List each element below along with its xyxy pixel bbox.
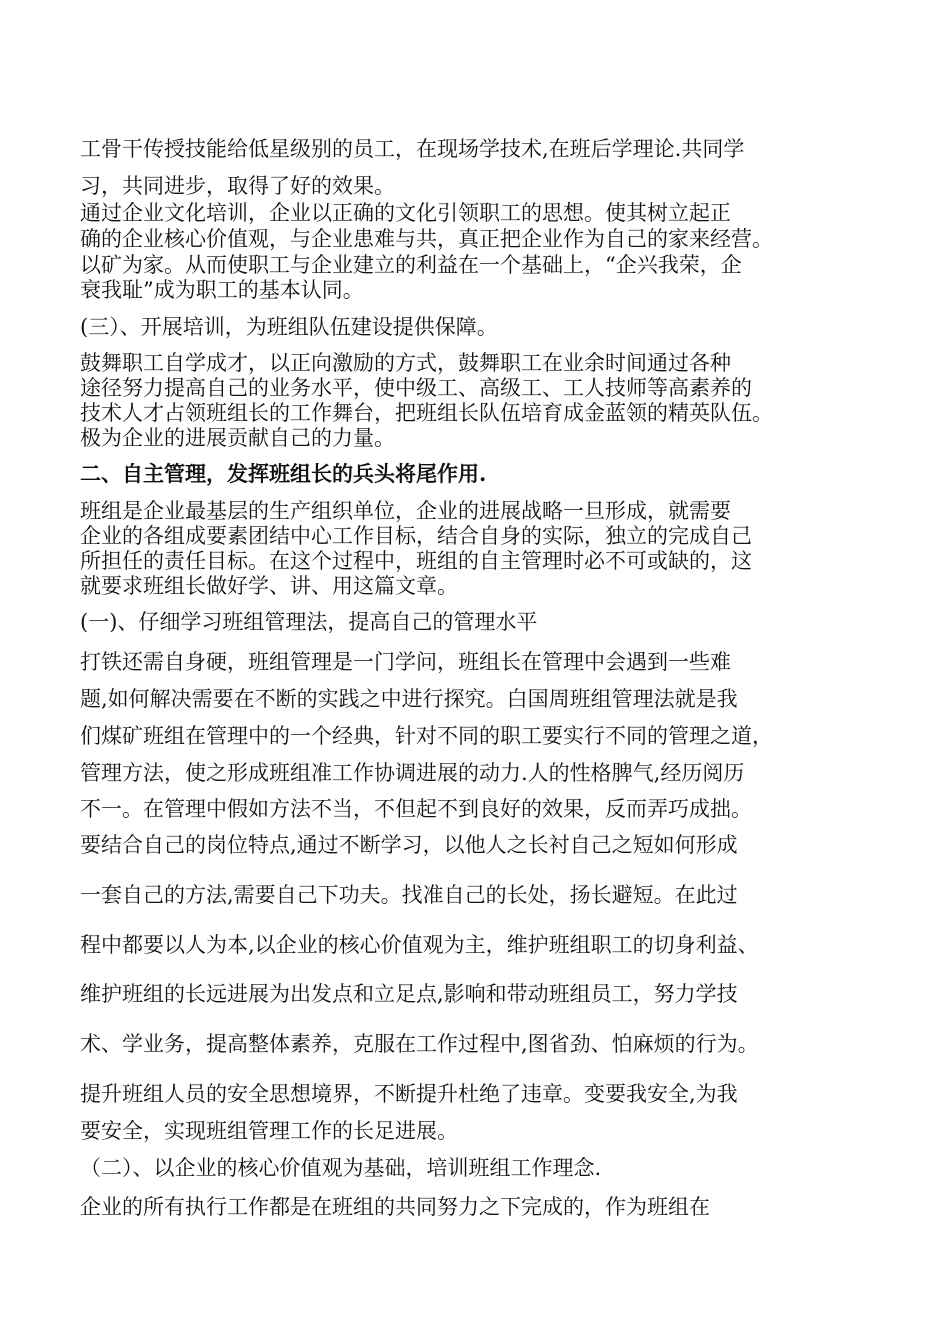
paragraph-line: 通过企业文化培训，企业以正确的文化引领职工的思想。使其树立起正 — [80, 201, 731, 225]
paragraph-line: 程中都要以人为本,以企业的核心价值观为主，维护班组职工的切身利益、 — [80, 933, 759, 957]
section-heading: （二）、以企业的核心价值观为基础，培训班组工作理念. — [80, 1156, 602, 1180]
paragraph-line: 鼓舞职工自学成才，以正向激励的方式，鼓舞职工在业余时间通过各种 — [80, 351, 731, 375]
paragraph-line: 要安全，实现班组管理工作的长足进展。 — [80, 1119, 458, 1143]
paragraph-line: 确的企业核心价值观，与企业患难与共，真正把企业作为自己的家来经营。 — [80, 227, 773, 251]
paragraph-line: 以矿为家。从而使职工与企业建立的利益在一个基础上，“企兴我荣，企 — [80, 253, 742, 277]
paragraph-line: 术、学业务，提高整体素养，克服在工作过程中,图省劲、怕麻烦的行为。 — [80, 1032, 759, 1056]
paragraph-line: 要结合自己的岗位特点,通过不断学习，以他人之长衬自己之短如何形成 — [80, 833, 738, 857]
paragraph-line: 企业的所有执行工作都是在班组的共同努力之下完成的，作为班组在 — [80, 1195, 710, 1219]
paragraph-line: 极为企业的进展贡献自己的力量。 — [80, 426, 395, 450]
paragraph-line: 企业的各组成要素团结中心工作目标，结合自身的实际，独立的完成自己 — [80, 524, 752, 548]
section-heading: (三）、开展培训，为班组队伍建设提供保障。 — [80, 315, 498, 339]
paragraph-line: 管理方法，使之形成班组准工作协调进展的动力.人的性格脾气,经历阅历 — [80, 761, 745, 785]
paragraph-line: 不一。在管理中假如方法不当，不但起不到良好的效果，反而弄巧成拙。 — [80, 797, 752, 821]
paragraph-line: 维护班组的长远进展为出发点和立足点,影响和带动班组员工，努力学技 — [80, 982, 738, 1006]
paragraph-line: 途径努力提高自己的业务水平，使中级工、高级工、工人技师等高素养的 — [80, 376, 752, 400]
paragraph-line: 所担任的责任目标。在这个过程中，班组的自主管理时必不可或缺的，这 — [80, 549, 752, 573]
paragraph-line: 技术人才占领班组长的工作舞台，把班组长队伍培育成金蓝领的精英队伍。 — [80, 401, 773, 425]
paragraph-line: 习，共同进步，取得了好的效果。 — [80, 174, 395, 198]
paragraph-line: 题,如何解决需要在不断的实践之中进行探究。白国周班组管理法就是我 — [80, 687, 738, 711]
paragraph-line: 就要求班组长做好学、讲、用这篇文章。 — [80, 574, 458, 598]
paragraph-line: 工骨干传授技能给低星级别的员工，在现场学技术,在班后学理论.共同学 — [80, 137, 745, 161]
paragraph-line: 班组是企业最基层的生产组织单位，企业的进展战略一旦形成，就需要 — [80, 499, 731, 523]
chapter-heading: 二、自主管理，发挥班组长的兵头将尾作用. — [80, 462, 487, 486]
paragraph-line: 提升班组人员的安全思想境界，不断提升杜绝了违章。变要我安全,为我 — [80, 1082, 738, 1106]
paragraph-line: 衰我耻”成为职工的基本认同。 — [80, 278, 364, 302]
paragraph-line: 打铁还需自身硬，班组管理是一门学问，班组长在管理中会遇到一些难 — [80, 650, 731, 674]
section-heading: (一)、仔细学习班组管理法，提高自己的管理水平 — [80, 610, 538, 634]
paragraph-line: 一套自己的方法,需要自己下功夫。找准自己的长处，扬长避短。在此过 — [80, 883, 738, 907]
paragraph-line: 们煤矿班组在管理中的一个经典，针对不同的职工要实行不同的管理之道， — [80, 724, 773, 748]
